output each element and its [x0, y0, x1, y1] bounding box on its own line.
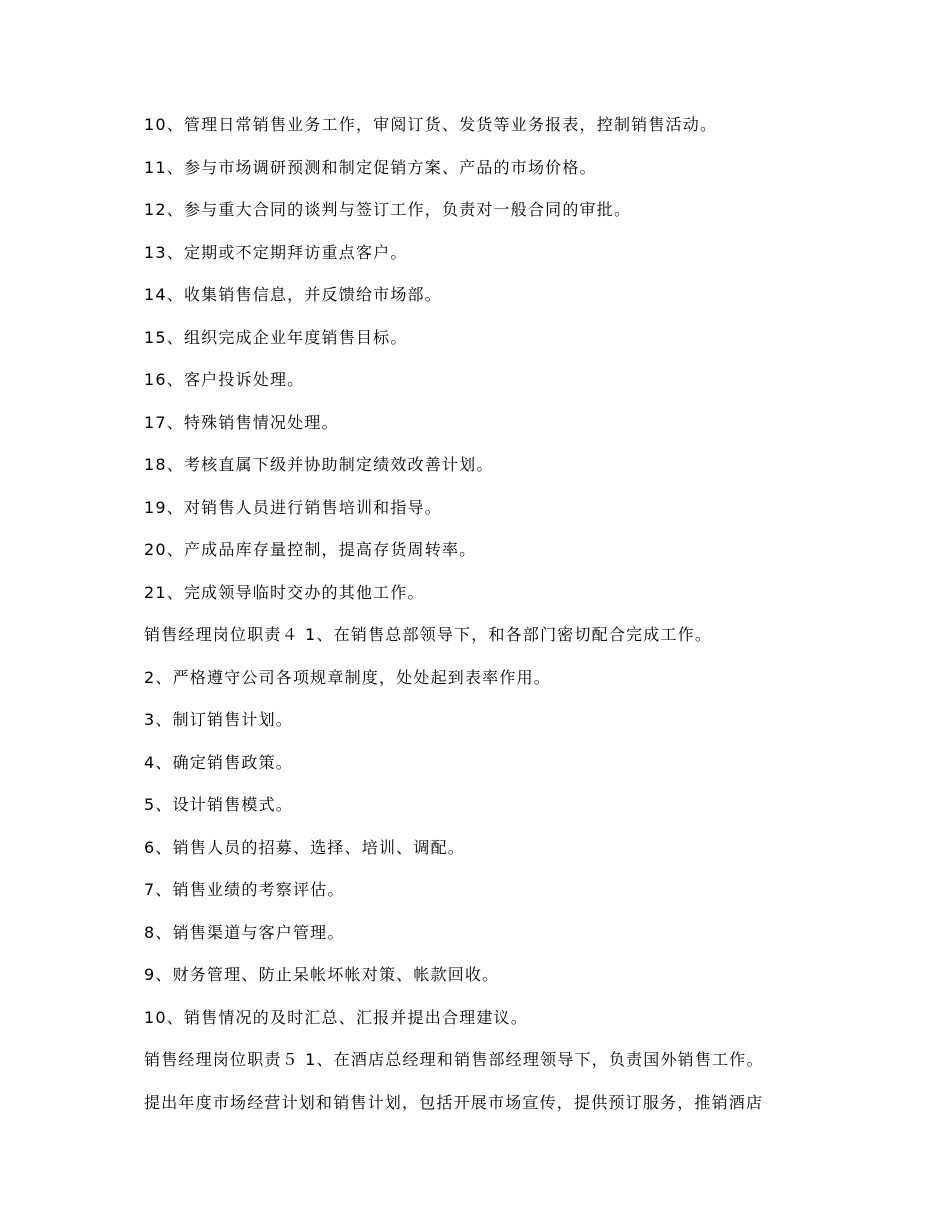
text-line: 13、定期或不定期拜访重点客户。 — [144, 242, 408, 262]
text-line: 21、完成领导临时交办的其他工作。 — [144, 582, 425, 602]
section-heading-line: 销售经理岗位职责５ 1、在酒店总经理和销售部经理领导下，负责国外销售工作。 — [144, 1050, 764, 1069]
text-line: 16、客户投诉处理。 — [144, 370, 305, 389]
text-line: 4、确定销售政策。 — [144, 752, 293, 772]
document-body — [144, 108, 824, 1128]
text-line: 11、参与市场调研预测和制定促销方案、产品的市场价格。 — [144, 157, 597, 177]
text-line: 6、销售人员的招募、选择、培训、调配。 — [144, 837, 465, 857]
text-line: 17、特殊销售情况处理。 — [144, 412, 339, 432]
text-line: 20、产成品库存量控制，提高存货周转率。 — [144, 540, 477, 559]
text-line: 8、销售渠道与客户管理。 — [144, 922, 345, 942]
text-line: 2、严格遵守公司各项规章制度，处处起到表率作用。 — [144, 667, 551, 687]
text-line: 9、财务管理、防止呆帐坏帐对策、帐款回收。 — [144, 965, 500, 984]
text-line: 14、收集销售信息，并反馈给市场部。 — [144, 285, 442, 304]
section-heading-line: 销售经理岗位职责４ 1、在销售总部领导下，和各部门密切配合完成工作。 — [144, 625, 713, 644]
text-line: 3、制订销售计划。 — [144, 710, 293, 729]
text-line: 15、组织完成企业年度销售目标。 — [144, 327, 408, 347]
text-line: 12、参与重大合同的谈判与签订工作，负责对一般合同的审批。 — [144, 200, 632, 219]
text-line: 提出年度市场经营计划和销售计划，包括开展市场宣传，提供预订服务，推销酒店 — [144, 1092, 764, 1112]
text-line: 10、管理日常销售业务工作，审阅订货、发货等业务报表，控制销售活动。 — [144, 115, 718, 134]
text-line: 7、销售业绩的考察评估。 — [144, 880, 345, 899]
text-line: 10、销售情况的及时汇总、汇报并提出合理建议。 — [144, 1007, 528, 1027]
text-line: 19、对销售人员进行销售培训和指导。 — [144, 497, 442, 517]
text-line: 5、设计销售模式。 — [144, 795, 293, 814]
text-line: 18、考核直属下级并协助制定绩效改善计划。 — [144, 455, 494, 474]
